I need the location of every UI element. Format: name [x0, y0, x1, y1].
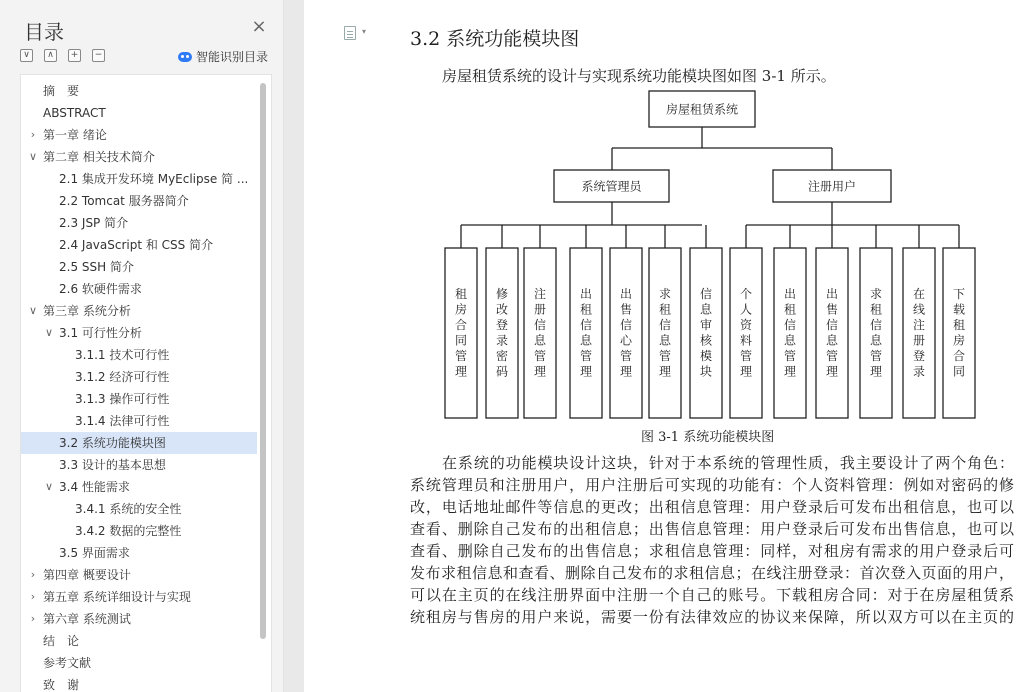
- toc-item[interactable]: [21, 212, 257, 234]
- function-module-diagram: [439, 86, 989, 424]
- diagram-admin-leaf-label: 出租信息管理: [579, 287, 593, 379]
- diagram-user-leaf-label: 下载租房合同: [952, 287, 966, 379]
- toc-item[interactable]: [21, 388, 257, 410]
- chevron-right-icon[interactable]: ›: [30, 128, 36, 141]
- diagram-admin-leaf-label: 求租信息管理: [658, 287, 672, 379]
- toc-item[interactable]: [21, 476, 257, 498]
- add-heading-button[interactable]: +: [68, 49, 81, 62]
- chevron-right-icon[interactable]: ›: [30, 568, 36, 581]
- toc-item[interactable]: [21, 410, 257, 432]
- diagram-admin-leaf-label: 修改登录密码: [495, 287, 509, 379]
- diagram-admin-leaf-label: 出售信心管理: [619, 287, 633, 379]
- body-line: 在系统的功能模块设计这块，针对于本系统的管理性质，我主要设计了两个角色：: [442, 454, 1014, 472]
- diagram-admin-leaf-label: 信息审核模块: [699, 287, 713, 379]
- toc-item[interactable]: [21, 278, 257, 300]
- toc-item[interactable]: [21, 630, 257, 652]
- toc-item-label: 第六章 系统测试: [43, 612, 131, 626]
- toc-sidebar: [0, 0, 284, 692]
- toc-item-label: 2.1 集成开发环境 MyEclipse 简 ...: [59, 172, 249, 186]
- chevron-down-icon[interactable]: ∨: [28, 150, 38, 163]
- body-line: 发布求租信息和查看、删除自己发布的求租信息；在线注册登录：首次登入页面的用户，: [410, 564, 1014, 582]
- toc-item-label: 3.3 设计的基本思想: [59, 458, 166, 472]
- toc-item-label: 2.4 JavaScript 和 CSS 简介: [59, 238, 214, 252]
- toc-item-label: 2.3 JSP 简介: [59, 216, 129, 230]
- toc-item-label: 3.2 系统功能模块图: [59, 436, 166, 450]
- diagram-root-label: 房屋租赁系统: [665, 102, 739, 117]
- toc-item-label: 3.5 界面需求: [59, 546, 130, 560]
- toc-scrollbar-thumb[interactable]: [260, 83, 266, 639]
- body-line: 可以在主页的在线注册界面中注册一个自己的账号。下载租房合同：对于在房屋租赁系: [410, 586, 1014, 604]
- chevron-down-icon[interactable]: ∨: [44, 480, 54, 493]
- toc-item[interactable]: [21, 564, 257, 586]
- toc-item[interactable]: [21, 146, 257, 168]
- toc-item[interactable]: [21, 102, 257, 124]
- chevron-right-icon[interactable]: ›: [30, 612, 36, 625]
- toc-item-label: 3.1 可行性分析: [59, 326, 142, 340]
- toc-item-label: 第四章 概要设计: [43, 568, 131, 582]
- toc-panel: [20, 74, 272, 692]
- remove-heading-button[interactable]: −: [92, 49, 105, 62]
- toc-item[interactable]: [21, 256, 257, 278]
- caret-down-icon[interactable]: ▾: [362, 27, 367, 36]
- toc-item[interactable]: [21, 454, 257, 476]
- toc-item[interactable]: [21, 300, 257, 322]
- toc-item-label: 致 谢: [43, 678, 80, 692]
- body-line: 查看、删除自己发布的出租信息；出售信息管理：用户登录后可发布出售信息，也可以: [410, 520, 1014, 538]
- toc-item[interactable]: [21, 80, 257, 102]
- document-outline-icon[interactable]: [344, 26, 356, 40]
- toc-item[interactable]: [21, 652, 257, 674]
- toc-item[interactable]: [21, 234, 257, 256]
- toc-item-label: 第五章 系统详细设计与实现: [43, 590, 191, 604]
- toc-item-label: 3.4 性能需求: [59, 480, 130, 494]
- toc-item-label: 3.1.2 经济可行性: [75, 370, 170, 384]
- toc-title: 目录: [24, 20, 64, 44]
- chevron-right-icon[interactable]: ›: [30, 590, 36, 603]
- diagram-leaf-group: [445, 225, 975, 418]
- toc-item[interactable]: [21, 168, 257, 190]
- chevron-down-icon[interactable]: ∨: [28, 304, 38, 317]
- ai-robot-icon: [178, 52, 192, 62]
- toc-list: [21, 80, 257, 692]
- toc-item-label: 3.1.3 操作可行性: [75, 392, 170, 406]
- toc-item[interactable]: [21, 520, 257, 542]
- toc-item-label: 2.2 Tomcat 服务器简介: [59, 194, 189, 208]
- diagram-user-leaf-label: 个人资料管理: [739, 287, 753, 379]
- toc-item-label: 3.1.4 法律可行性: [75, 414, 170, 428]
- toc-item[interactable]: [21, 542, 257, 564]
- smart-toc-button[interactable]: [178, 48, 268, 65]
- toc-item-label: 摘 要: [43, 84, 80, 98]
- toc-item[interactable]: [21, 344, 257, 366]
- page-gutter: [284, 0, 304, 692]
- toc-item[interactable]: [21, 366, 257, 388]
- toc-item-label: ABSTRACT: [43, 106, 106, 120]
- body-line: 改，电话地址邮件等信息的更改；出租信息管理：用户登录后可发布出租信息，也可以: [410, 498, 1014, 516]
- toc-item-label: 第二章 相关技术简介: [43, 150, 155, 164]
- toc-item-label: 3.1.1 技术可行性: [75, 348, 170, 362]
- toc-item[interactable]: [21, 432, 257, 454]
- toc-item-label: 2.5 SSH 简介: [59, 260, 134, 274]
- diagram-user-leaf-label: 出售信息管理: [825, 287, 839, 379]
- toc-item-label: 参考文献: [43, 656, 92, 670]
- section-heading: 3.2 系统功能模块图: [410, 28, 580, 50]
- diagram-user-leaf-label: 求租信息管理: [869, 287, 883, 379]
- toc-item[interactable]: [21, 322, 257, 344]
- diagram-admin-leaf-label: 租房合同管理: [454, 287, 468, 379]
- figure-caption: 图 3-1 系统功能模块图: [641, 430, 775, 445]
- intro-paragraph: 房屋租赁系统的设计与实现系统功能模块图如图 3-1 所示。: [442, 67, 836, 85]
- toc-item-label: 结 论: [43, 634, 80, 648]
- toc-item[interactable]: [21, 674, 257, 692]
- body-line: 统租房与售房的用户来说，需要一份有法律效应的协议来保障，所以双方可以在主页的: [410, 608, 1014, 626]
- toc-scrollbar[interactable]: [257, 75, 271, 692]
- toc-item[interactable]: [21, 608, 257, 630]
- chevron-down-icon[interactable]: ∨: [44, 326, 54, 339]
- toc-item-label: 第三章 系统分析: [43, 304, 131, 318]
- body-line: 查看、删除自己发布的出售信息；求租信息管理：同样，对租房有需求的用户登录后可: [410, 542, 1014, 560]
- toc-item[interactable]: [21, 586, 257, 608]
- toc-item-label: 3.4.1 系统的安全性: [75, 502, 182, 516]
- toc-item-label: 3.4.2 数据的完整性: [75, 524, 182, 538]
- diagram-user-leaf-label: 在线注册登录: [912, 287, 926, 379]
- toc-item-label: 2.6 软硬件需求: [59, 282, 142, 296]
- toc-item[interactable]: [21, 124, 257, 146]
- expand-all-button[interactable]: ∨: [20, 49, 33, 62]
- collapse-all-button[interactable]: ∧: [44, 49, 57, 62]
- body-paragraph: [410, 452, 1014, 628]
- toc-item-label: 第一章 绪论: [43, 128, 107, 142]
- diagram-admin-leaf-label: 注册信息管理: [533, 287, 547, 379]
- close-toc-button[interactable]: ×: [251, 16, 267, 37]
- toc-item[interactable]: [21, 498, 257, 520]
- body-line: 系统管理员和注册用户，用户注册后可实现的功能有：个人资料管理：例如对密码的修: [410, 476, 1014, 494]
- diagram-branch-admin-label: 系统管理员: [581, 179, 642, 194]
- diagram-user-leaf-label: 出租信息管理: [783, 287, 797, 379]
- diagram-branch-user-label: 注册用户: [807, 179, 857, 194]
- toc-item[interactable]: [21, 190, 257, 212]
- smart-toc-label: 智能识别目录: [196, 50, 269, 64]
- document-page: [304, 0, 1032, 692]
